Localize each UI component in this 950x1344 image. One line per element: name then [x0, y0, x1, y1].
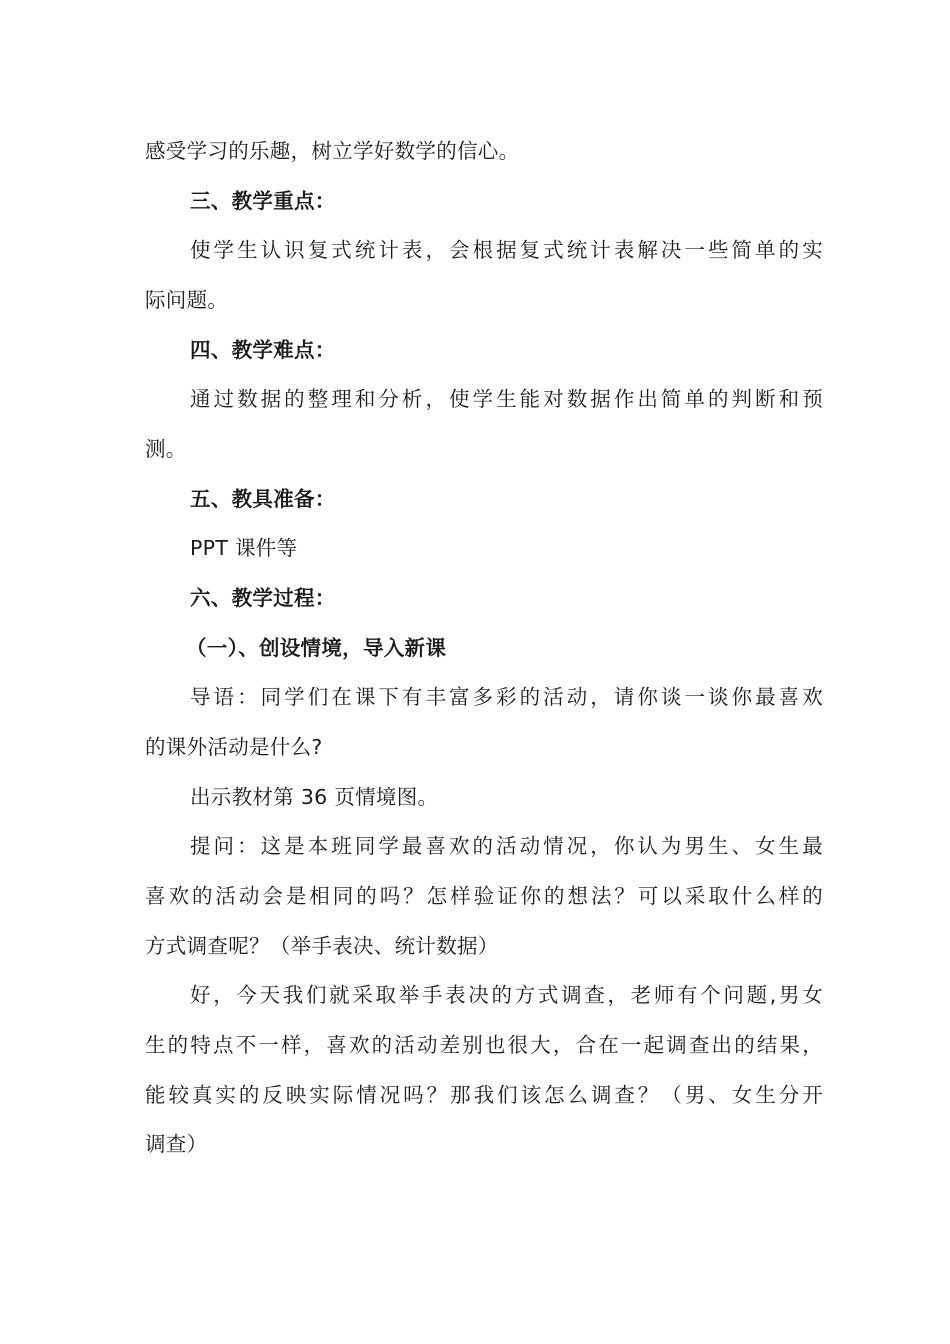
- subsection-heading: （一）、创设情境，导入新课: [186, 636, 447, 660]
- paragraph-line: 使学生认识复式统计表，会根据复式统计表解决一些简单的实: [190, 238, 823, 262]
- section-heading-materials: 五、教具准备：: [190, 487, 336, 511]
- paragraph-line: 导语：同学们在课下有丰富多彩的活动，请你谈一谈你最喜欢: [190, 685, 823, 709]
- paragraph-line: 测。: [145, 437, 187, 461]
- paragraph-line: 调查）: [145, 1132, 208, 1156]
- paragraph-line: 喜欢的活动会是相同的吗？怎样验证你的想法？可以采取什么样的: [145, 884, 823, 908]
- paragraph-line: 感受学习的乐趣，树立学好数学的信心。: [145, 139, 520, 163]
- paragraph-line: 生的特点不一样，喜欢的活动差别也很大，合在一起调查出的结果，: [145, 1033, 823, 1057]
- paragraph-line: 好，今天我们就采取举手表决的方式调查，老师有个问题,男女: [190, 983, 823, 1007]
- paragraph-line: 的课外活动是什么?: [145, 735, 323, 759]
- paragraph-line: 能较真实的反映实际情况吗？那我们该怎么调查？（男、女生分开: [145, 1083, 823, 1107]
- paragraph-line: PPT 课件等: [190, 536, 298, 560]
- paragraph-line: 方式调查呢？（举手表决、统计数据）: [145, 934, 499, 958]
- paragraph-line: 际问题。: [145, 288, 229, 312]
- section-heading-key-points: 三、教学重点：: [190, 189, 336, 213]
- section-heading-difficulties: 四、教学难点：: [190, 338, 336, 362]
- paragraph-line: 出示教材第 36 页情境图。: [190, 785, 439, 809]
- section-heading-process: 六、教学过程：: [190, 586, 336, 610]
- paragraph-line: 通过数据的整理和分析，使学生能对数据作出简单的判断和预: [190, 387, 823, 411]
- paragraph-line: 提问：这是本班同学最喜欢的活动情况，你认为男生、女生最: [190, 834, 823, 858]
